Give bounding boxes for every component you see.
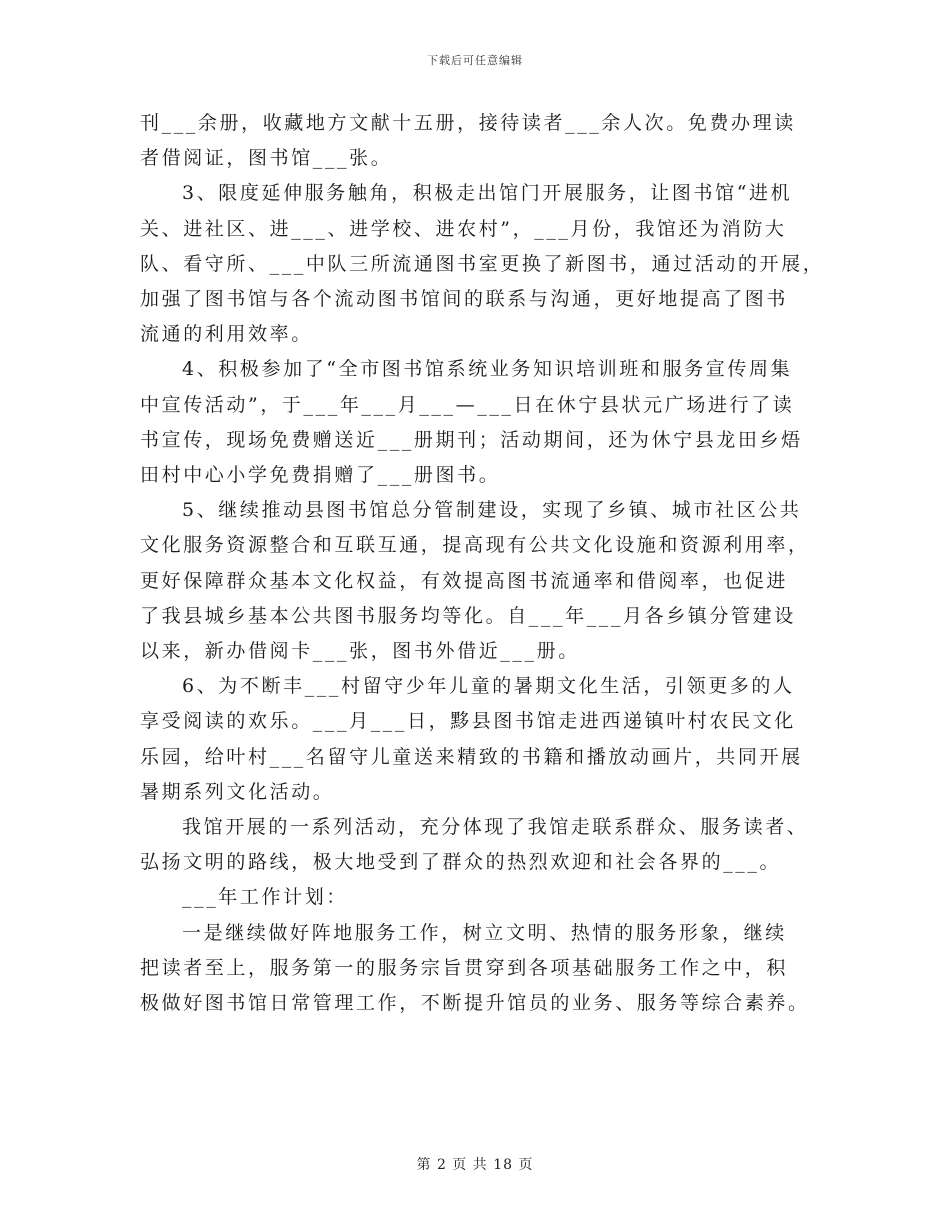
paragraph-item-4 xyxy=(140,352,820,493)
text-line: 5、继续推动县图书馆总分管制建设，实现了乡镇、城市社区公共 xyxy=(182,499,802,522)
text-line: 更好保障群众基本文化权益，有效提高图书流通率和借阅率，也促进 xyxy=(140,569,789,592)
paragraph-plan-item-1 xyxy=(140,916,820,1022)
text-line: 6、为不断丰___村留守少年儿童的暑期文化生活，引领更多的人 xyxy=(182,675,795,698)
text-line: 关、进社区、进___、进学校、进农村”，___月份，我馆还为消防大 xyxy=(140,217,787,240)
text-line: 队、看守所、___中队三所流通图书室更换了新图书，通过活动的开展， xyxy=(140,252,825,275)
text-line: 一是继续做好阵地服务工作，树立文明、热情的服务形象，继续 xyxy=(182,921,787,944)
text-line: 流通的利用效率。 xyxy=(140,323,313,346)
text-line: 我馆开展的一系列活动，充分体现了我馆走联系群众、服务读者、 xyxy=(182,816,809,839)
text-line: 以来，新办借阅卡___张，图书外借近___册。 xyxy=(140,640,580,663)
paragraph-item-6 xyxy=(140,669,820,810)
text-line: 文化服务资源整合和互联互通，提高现有公共文化设施和资源利用率， xyxy=(140,534,810,557)
text-line: 极做好图书馆日常管理工作，不断提升馆员的业务、服务等综合素养。 xyxy=(140,992,810,1015)
text-line: 暑期系列文化活动。 xyxy=(140,780,335,803)
text-line: 了我县城乡基本公共图书服务均等化。自___年___月各乡镇分管建设 xyxy=(140,604,796,627)
text-line: 刊___余册，收藏地方文献十五册，接待读者___余人次。免费办理读 xyxy=(140,112,796,134)
document-body xyxy=(140,106,825,1021)
text-line: 享受阅读的欢乐。___月___日，黟县图书馆走进西递镇叶村农民文化 xyxy=(140,710,796,733)
text-line: ___年工作计划： xyxy=(182,886,348,909)
paragraph-item-3 xyxy=(140,176,825,352)
paragraph-stats-continued xyxy=(140,106,820,176)
paragraph-summary xyxy=(140,810,820,880)
section-heading-work-plan xyxy=(140,880,820,915)
text-line: 4、积极参加了“全市图书馆系统业务知识培训班和服务宣传周集 xyxy=(182,358,793,381)
text-line: 乐园，给叶村___名留守儿童送来精致的书籍和播放动画片，共同开展 xyxy=(140,745,803,768)
page-number: 第 2 页 共 18 页 xyxy=(416,1157,534,1173)
page-header: 下载后可任意编辑 xyxy=(427,54,523,67)
paragraph-item-5 xyxy=(140,493,820,669)
text-line: 把读者至上，服务第一的服务宗旨贯穿到各项基础服务工作之中，积 xyxy=(140,956,789,979)
text-line: 者借阅证，图书馆___张。 xyxy=(140,147,393,170)
text-line: 田村中心小学免费捐赠了___册图书。 xyxy=(140,464,501,487)
text-line: 弘扬文明的路线，极大地受到了群众的热烈欢迎和社会各界的___。 xyxy=(140,851,782,874)
text-line: 3、限度延伸服务触角，积极走出馆门开展服务，让图书馆“进机 xyxy=(182,182,793,205)
text-line: 加强了图书馆与各个流动图书馆间的联系与沟通，更好地提高了图书 xyxy=(140,288,789,311)
text-line: 书宣传，现场免费赠送近___册期刊；活动期间，还为休宁县龙田乡焐 xyxy=(140,428,803,451)
text-line: 中宣传活动”，于___年___月___—___日在休宁县状元广场进行了读 xyxy=(140,393,795,416)
